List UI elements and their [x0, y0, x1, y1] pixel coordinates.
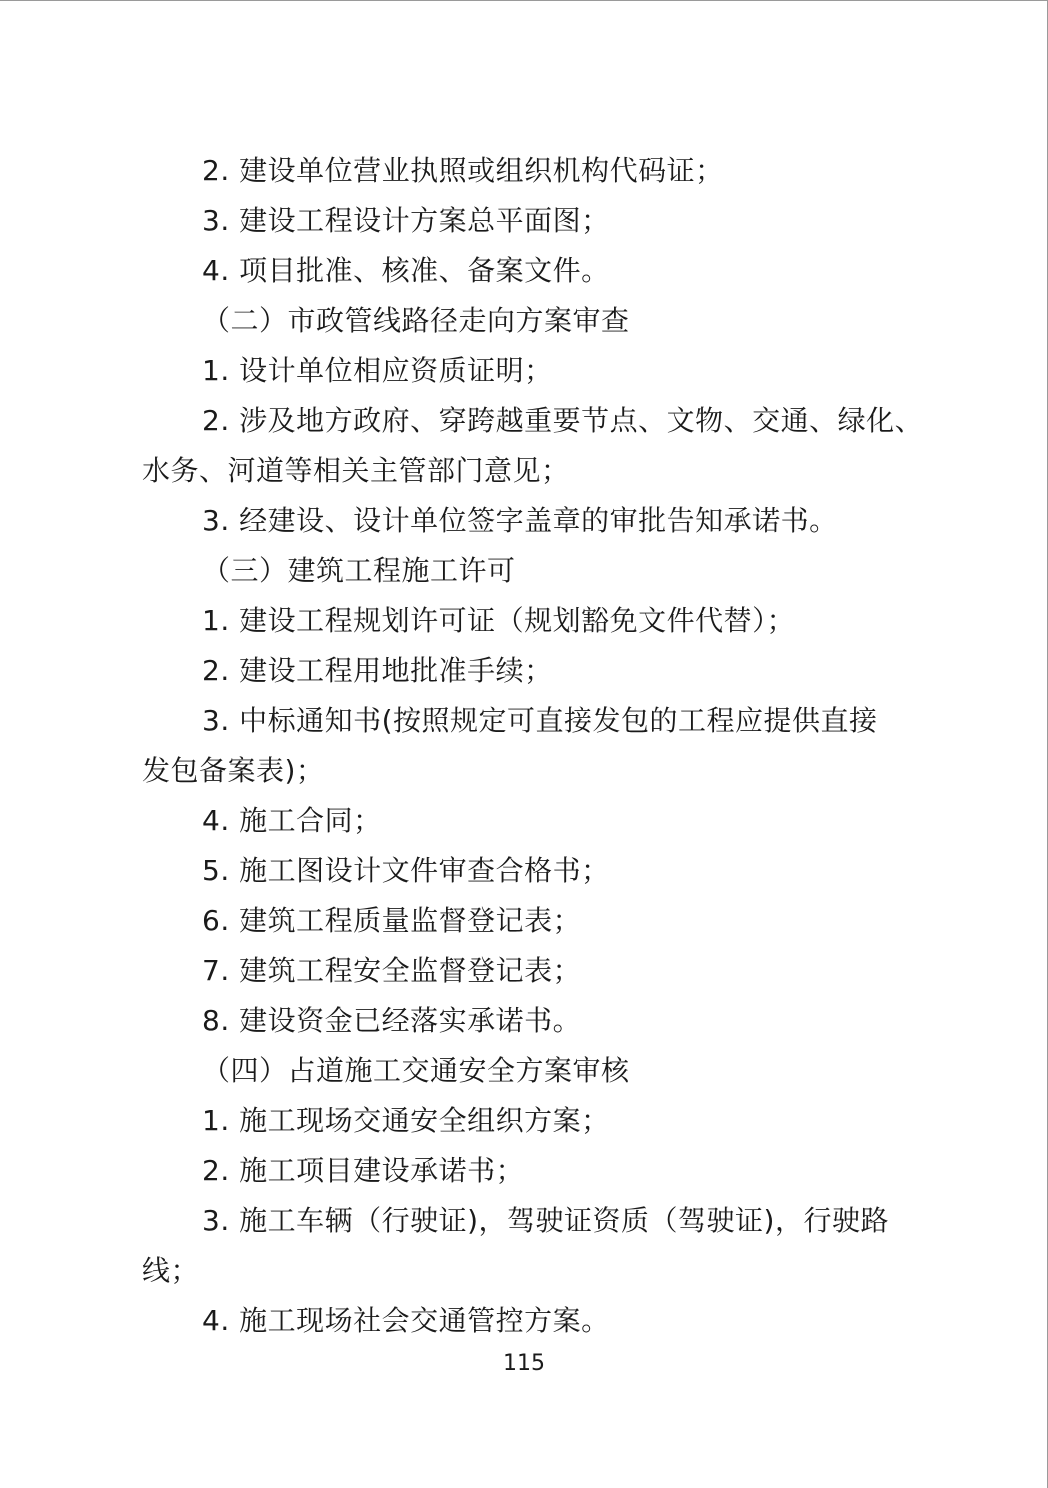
text-line: 8. 建设资金已经落实承诺书。 — [202, 1004, 582, 1037]
text-line: 4. 施工现场社会交通管控方案。 — [202, 1304, 610, 1337]
document-body — [142, 146, 924, 1346]
text-line-continuation: 发包备案表)； — [142, 754, 325, 787]
text-line: 3. 经建设、设计单位签字盖章的审批告知承诺书。 — [202, 504, 838, 537]
text-line: 2. 施工项目建设承诺书； — [202, 1154, 525, 1187]
text-line: 1. 建设工程规划许可证（规划豁免文件代替）； — [202, 604, 796, 637]
text-line: 4. 项目批准、核准、备案文件。 — [202, 254, 610, 287]
text-line: 2. 涉及地方政府、穿跨越重要节点、文物、交通、绿化、 — [202, 404, 924, 437]
text-line: 5. 施工图设计文件审查合格书； — [202, 854, 610, 887]
text-line-continuation: 水务、河道等相关主管部门意见； — [142, 454, 570, 487]
text-line: 3. 建设工程设计方案总平面图； — [202, 204, 610, 237]
text-line: 6. 建筑工程质量监督登记表； — [202, 904, 582, 937]
section-heading: （三）建筑工程施工许可 — [202, 554, 516, 587]
text-line: 2. 建设工程用地批准手续； — [202, 654, 553, 687]
page-border-top — [0, 0, 1048, 1]
text-line: 7. 建筑工程安全监督登记表； — [202, 954, 582, 987]
page-number: 115 — [503, 1351, 545, 1376]
text-line: 1. 设计单位相应资质证明； — [202, 354, 553, 387]
text-line: 3. 中标通知书(按照规定可直接发包的工程应提供直接 — [202, 704, 878, 737]
text-line: 4. 施工合同； — [202, 804, 382, 837]
text-line-continuation: 线； — [142, 1254, 200, 1287]
text-line: 3. 施工车辆（行驶证)，驾驶证资质（驾驶证)，行驶路 — [202, 1204, 889, 1237]
section-heading: （二）市政管线路径走向方案审查 — [202, 304, 630, 337]
text-line: 1. 施工现场交通安全组织方案； — [202, 1104, 610, 1137]
section-heading: （四）占道施工交通安全方案审核 — [202, 1054, 630, 1087]
text-line: 2. 建设单位营业执照或组织机构代码证； — [202, 154, 724, 187]
